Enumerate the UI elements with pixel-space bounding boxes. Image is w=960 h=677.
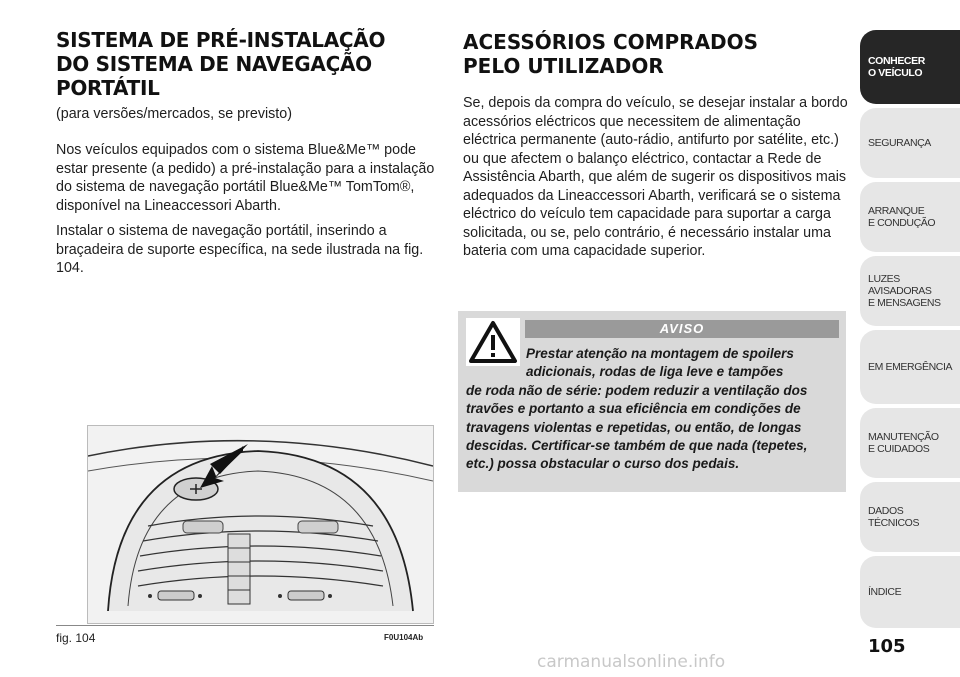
title-line: PELO UTILIZADOR — [463, 54, 664, 78]
warning-text — [466, 345, 838, 474]
figure-caption: fig. 104 — [56, 631, 96, 645]
tab-label-line: SEGURANÇA — [868, 137, 931, 149]
section-title-accessories — [463, 30, 853, 78]
tab-label-line: O VEÍCULO — [868, 67, 923, 79]
tab-label-line: TÉCNICOS — [868, 517, 920, 529]
accessories-paragraph: Se, depois da compra do veículo, se desejar instalar a bordo acessórios eléctricos que necessitem de alimentação eléctrica permanente (auto-rádio, antifurto por satélite, etc.) ou que afectem o balanço eléctrico, contactar a Rede de Assistência Abarth, que além de sugerir os dispositivos mais adequados da Lineaccessori Abarth, verificará se o sistema eléctrico do veículo tem capacidade para suportar a carga solicitada, ou se, pelo contrário, é necessário instalar uma bateria com uma capacidade superior. — [463, 95, 848, 259]
warning-text-rest: de roda não de série: podem reduzir a ventilação dos travões e portanto a sua eficiência em condições de travagens violentas e repetidas, ou então, de longas descidas. Certificar-se também de que nada (tepetes, etc.) possa obstacular o curso dos pedais. — [466, 382, 808, 472]
section-title-navigation — [56, 28, 436, 100]
tab-label-line: ARRANQUE — [868, 205, 925, 217]
tab-label-line: EM EMERGÊNCIA — [868, 361, 953, 373]
section-subtitle: (para versões/mercados, se previsto) — [56, 106, 292, 122]
navigation-paragraph-2: Instalar o sistema de navegação portátil, inserindo a braçadeira de suporte específica, na sede ilustrada na fig. 104. — [56, 223, 424, 276]
figure-code: F0U104Ab — [384, 633, 424, 642]
title-line: ACESSÓRIOS COMPRADOS — [463, 30, 759, 54]
title-line: SISTEMA DE PRÉ-INSTALAÇÃO — [56, 28, 386, 52]
tab-dados-tecnicos[interactable] — [860, 482, 960, 552]
warning-label: AVISO — [525, 320, 839, 338]
navigation-paragraph-1: Nos veículos equipados com o sistema Blue&Me™ pode estar presente (a pedido) a pré-instalação para a instalação do sistema de navegação portátil Blue&Me™ TomTom®, disponível na Lineaccessori Abarth. — [56, 142, 435, 214]
tab-indice[interactable] — [860, 556, 960, 628]
page-number: 105 — [868, 636, 906, 657]
tab-em-emergencia[interactable] — [860, 330, 960, 404]
tab-label-line: AVISADORAS — [868, 285, 932, 297]
warning-text-first: Prestar atenção na montagem de spoilers adicionais, rodas de liga leve e tampões — [526, 346, 794, 380]
title-line: PORTÁTIL — [56, 76, 160, 100]
watermark-text: carmanualsonline.info — [537, 652, 726, 672]
figure-dashboard-vent — [87, 425, 434, 624]
figure-divider — [56, 625, 434, 626]
tab-label-line: ÍNDICE — [868, 586, 902, 598]
title-line: DO SISTEMA DE NAVEGAÇÃO — [56, 52, 372, 76]
tab-label-line: LUZES — [868, 273, 900, 285]
tab-label-line: E CONDUÇÃO — [868, 217, 936, 229]
tab-label-line: E MENSAGENS — [868, 297, 941, 309]
tab-luzes-avisadoras[interactable] — [860, 256, 960, 326]
tab-label-line: DADOS — [868, 505, 904, 517]
tab-arranque-conducao[interactable] — [860, 182, 960, 252]
dashboard-vent-illustration — [88, 426, 433, 623]
tab-label-line: MANUTENÇÃO — [868, 431, 939, 443]
tab-label-line: CONHECER — [868, 55, 925, 67]
tab-label-line: E CUIDADOS — [868, 443, 930, 455]
tab-conhecer-veiculo[interactable] — [860, 30, 960, 104]
tab-manutencao-cuidados[interactable] — [860, 408, 960, 478]
tab-seguranca[interactable] — [860, 108, 960, 178]
